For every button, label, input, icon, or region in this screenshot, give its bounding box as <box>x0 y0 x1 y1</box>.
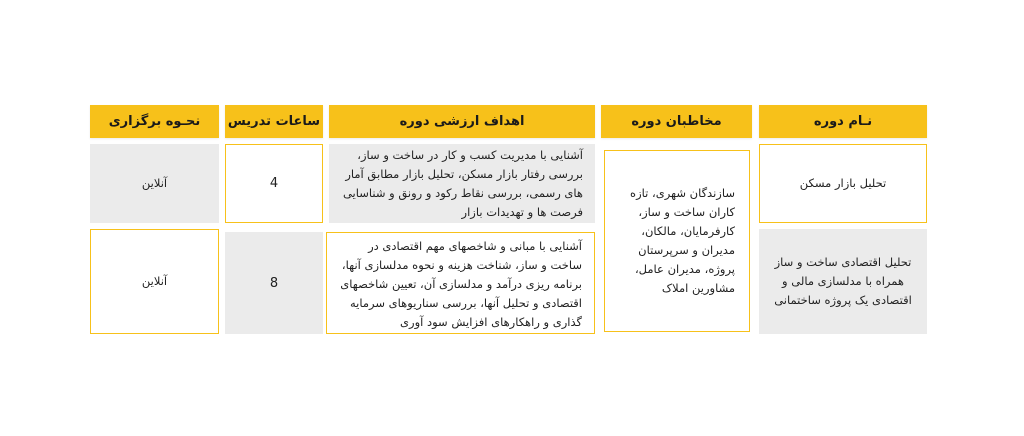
header-goals: اهداف ارزشی دوره <box>329 105 595 138</box>
header-audience: مخاطبان دوره <box>601 105 752 138</box>
row2-course-name: تحلیل اقتصادی ساخت و ساز همراه با مدلسازی مالی و اقتصادی یک پروژه ساختمانی <box>759 229 927 334</box>
row1-delivery: آنلاین <box>90 144 219 223</box>
row1-hours: 4 <box>225 144 323 223</box>
row1-course-name: تحلیل بازار مسکن <box>759 144 927 223</box>
audience-cell: سازندگان شهری، تازه کاران ساخت و ساز، کارفرمایان، مالکان، مدیران و سرپرستان پروژه، مدیران عامل، مشاورین املاک <box>604 150 750 332</box>
row2-hours: 8 <box>225 232 323 334</box>
row1-goals: آشنایی با مدیریت کسب و کار در ساخت و ساز، بررسی رفتار بازار مسکن، تحلیل بازار مطابق آمار های رسمی، بررسی نقاط رکود و رونق و شناسایی فرصت ها و تهدیدات بازار <box>329 144 595 223</box>
header-hours: ساعات تدریس <box>225 105 323 138</box>
header-course-name: نـام دوره <box>759 105 927 138</box>
row2-delivery: آنلاین <box>90 229 219 334</box>
row2-goals: آشنایی با مبانی و شاخصهای مهم اقتصادی در ساخت و ساز، شناخت هزینه و نحوه مدلسازی آنها، برنامه ریزی درآمد و مدلسازی آن، تعیین شاخصهای اقتصادی و تحلیل آنها، بررسی سناریوهای سرمایه گذاری و راهکارهای افزایش سود آوری <box>326 232 595 334</box>
header-delivery: نحـوه برگزاری <box>90 105 219 138</box>
